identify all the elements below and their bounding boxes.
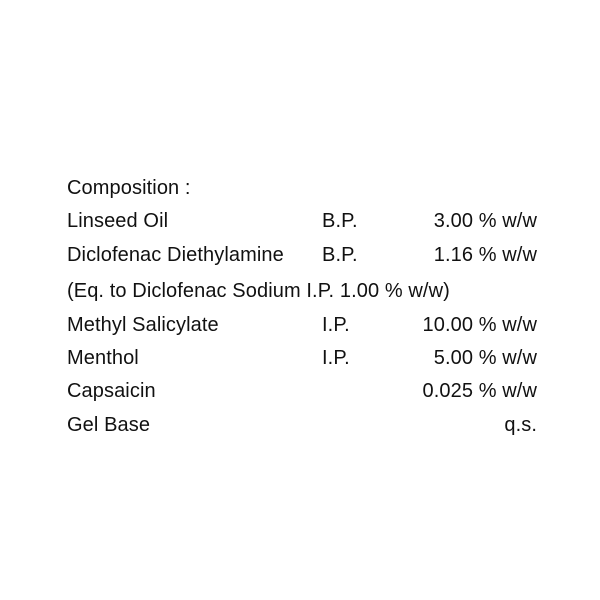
composition-heading: Composition : <box>67 177 191 199</box>
ingredient-standard: I.P. <box>322 347 350 369</box>
ingredient-quantity: 5.00 % w/w <box>433 347 537 369</box>
ingredient-name: Gel Base <box>67 414 151 436</box>
ingredient-standard: B.P. <box>322 210 358 232</box>
ingredient-standard: I.P. <box>322 314 350 336</box>
ingredient-quantity: q.s. <box>504 414 537 436</box>
ingredient-quantity: 3.00 % w/w <box>433 210 537 232</box>
ingredient-quantity: 1.16 % w/w <box>433 244 537 266</box>
ingredient-name: Capsaicin <box>67 380 156 402</box>
ingredient-name: Methyl Salicylate <box>67 314 219 336</box>
ingredient-name: Menthol <box>67 347 139 369</box>
equivalence-note: (Eq. to Diclofenac Sodium I.P. 1.00 % w/w) <box>67 280 450 302</box>
ingredient-quantity: 0.025 % w/w <box>422 380 537 402</box>
ingredient-quantity: 10.00 % w/w <box>422 314 537 336</box>
ingredient-standard: B.P. <box>322 244 358 266</box>
ingredient-name: Diclofenac Diethylamine <box>67 244 284 266</box>
ingredient-name: Linseed Oil <box>67 210 169 232</box>
